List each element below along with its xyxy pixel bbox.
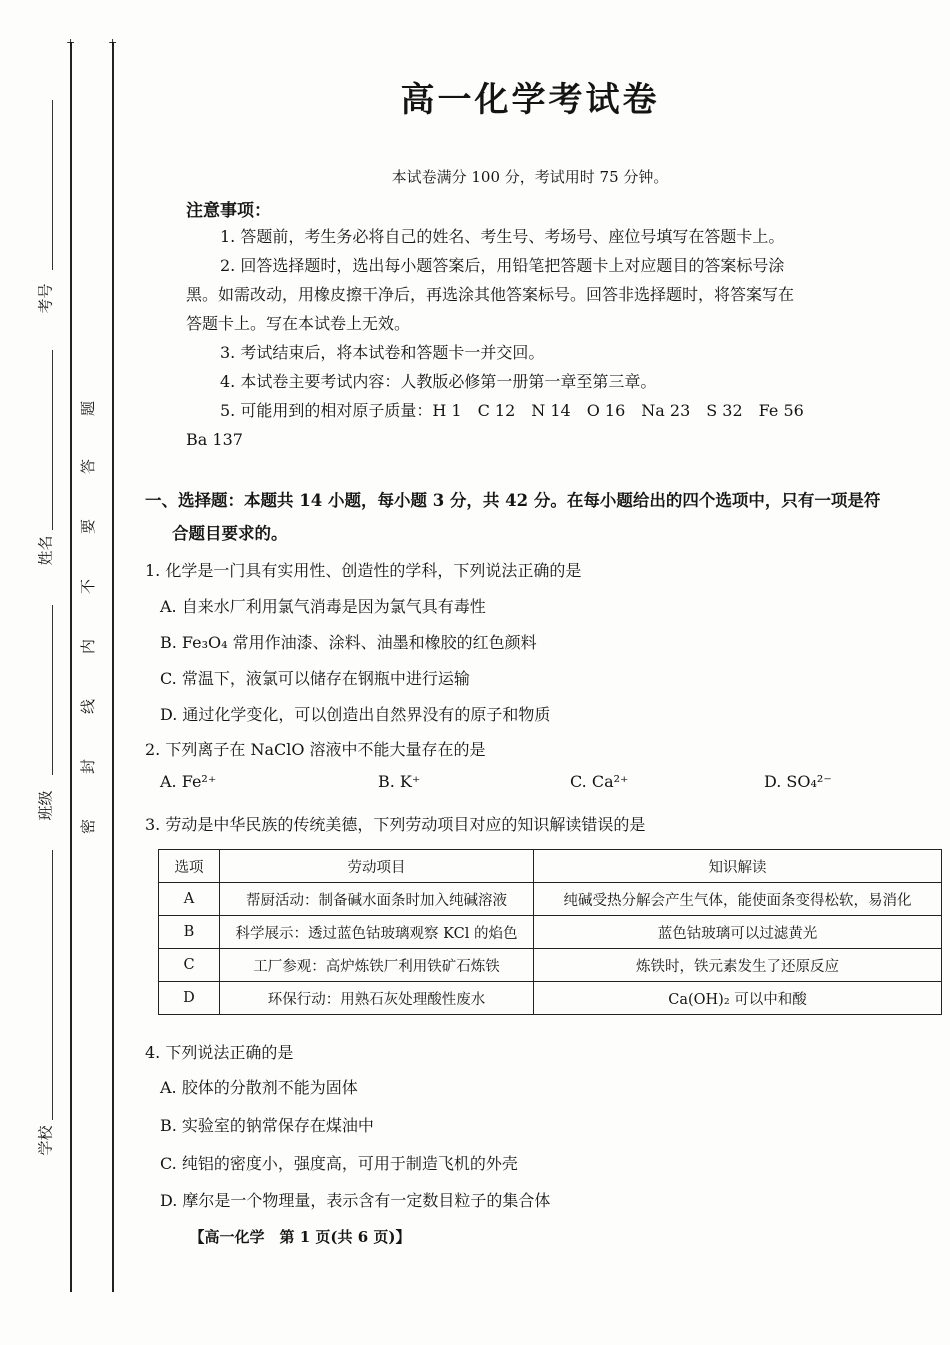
question-option: C. 纯铝的密度小，强度高，可用于制造飞机的外壳 [160,1154,518,1173]
table-cell: 科学展示：透过蓝色钴玻璃观察 KCl 的焰色 [220,916,534,949]
binding-arrow-top: + [108,36,118,49]
seal-char: 答 [79,458,98,475]
notes-heading: 注意事项： [186,201,271,221]
seal-char: 题 [79,400,98,417]
table-header-row [159,850,942,883]
question-stem: 4. 下列说法正确的是 [145,1043,294,1062]
table-header-knowledge: 知识解读 [534,850,942,883]
question-option: C. Ca²⁺ [570,772,629,791]
table-cell: 帮厨活动：制备碱水面条时加入纯碱溶液 [220,883,534,916]
note-item: 3. 考试结束后，将本试卷和答题卡一并交回。 [220,343,545,362]
table-cell: 蓝色钴玻璃可以过滤黄光 [534,916,942,949]
table-cell: B [159,916,220,949]
name-blank [52,350,53,530]
question-option: B. 实验室的钠常保存在煤油中 [160,1116,374,1135]
question-option: B. K⁺ [378,772,421,791]
page-title: 高一化学考试卷 [400,80,660,120]
table-row [159,982,942,1015]
note-item: 1. 答题前，考生务必将自己的姓名、考生号、考场号、座位号填写在答题卡上。 [220,227,785,246]
seal-char: 不 [79,578,98,595]
question-option: B. Fe₃O₄ 常用作油漆、涂料、油墨和橡胶的红色颜料 [160,633,537,652]
exam-meta: 本试卷满分 100 分，考试用时 75 分钟。 [391,168,669,186]
note-item: Ba 137 [186,430,243,449]
table-cell: C [159,949,220,982]
question-option: A. 自来水厂利用氯气消毒是因为氯气具有毒性 [160,597,486,616]
table-cell: 炼铁时，铁元素发生了还原反应 [534,949,942,982]
note-item: 4. 本试卷主要考试内容：人教版必修第一册第一章至第三章。 [220,372,657,391]
table-cell: Ca(OH)₂ 可以中和酸 [534,982,942,1015]
seal-char: 封 [79,758,98,775]
question-option: A. Fe²⁺ [160,772,217,791]
question-option: D. 通过化学变化，可以创造出自然界没有的原子和物质 [160,705,551,724]
table-header-option: 选项 [159,850,220,883]
question-stem: 1. 化学是一门具有实用性、创造性的学科，下列说法正确的是 [145,561,582,580]
binding-line-inner [112,42,114,1292]
seal-char: 密 [79,818,98,835]
question-option: D. 摩尔是一个物理量，表示含有一定数目粒子的集合体 [160,1191,551,1210]
table-cell: 纯碱受热分解会产生气体，能使面条变得松软，易消化 [534,883,942,916]
table-row [159,949,942,982]
question-option: A. 胶体的分散剂不能为固体 [160,1078,358,1097]
class-label: 班级 [36,790,55,821]
question-stem: 3. 劳动是中华民族的传统美德，下列劳动项目对应的知识解读错误的是 [145,815,646,834]
note-item: 答题卡上。写在本试卷上无效。 [186,314,411,333]
exam-no-label: 考号 [36,283,55,314]
table-cell: D [159,982,220,1015]
school-label: 学校 [36,1125,55,1156]
question-option: D. SO₄²⁻ [764,772,832,791]
seal-char: 要 [79,518,98,535]
answer-table [158,849,942,1015]
seal-char: 内 [79,638,98,655]
page-footer: 【高一化学 第 1 页(共 6 页)】 [189,1228,411,1246]
school-blank [52,850,53,1120]
table-cell: A [159,883,220,916]
note-item: 黑。如需改动，用橡皮擦干净后，再选涂其他答案标号。回答非选择题时，将答案写在 [186,285,795,304]
table-row [159,883,942,916]
binding-line-outer [70,42,72,1292]
table-row [159,916,942,949]
question-option: C. 常温下，液氯可以储存在钢瓶中进行运输 [160,669,470,688]
note-item: 2. 回答选择题时，选出每小题答案后，用铅笔把答题卡上对应题目的答案标号涂 [220,256,785,275]
name-label: 姓名 [36,535,55,566]
section-heading: 一、选择题：本题共 14 小题，每小题 3 分，共 42 分。在每小题给出的四个选项中，只有一项是符 [145,491,881,510]
table-cell: 环保行动：用熟石灰处理酸性废水 [220,982,534,1015]
seal-char: 线 [79,698,98,715]
class-blank [52,605,53,775]
note-item: 5. 可能用到的相对原子质量：H 1 C 12 N 14 O 16 Na 23 S 32 Fe 56 [220,401,804,420]
table-cell: 工厂参观：高炉炼铁厂利用铁矿石炼铁 [220,949,534,982]
question-stem: 2. 下列离子在 NaClO 溶液中不能大量存在的是 [145,740,486,759]
table-header-activity: 劳动项目 [220,850,534,883]
binding-arrow-top: + [66,36,76,49]
section-heading-cont: 合题目要求的。 [172,524,288,543]
